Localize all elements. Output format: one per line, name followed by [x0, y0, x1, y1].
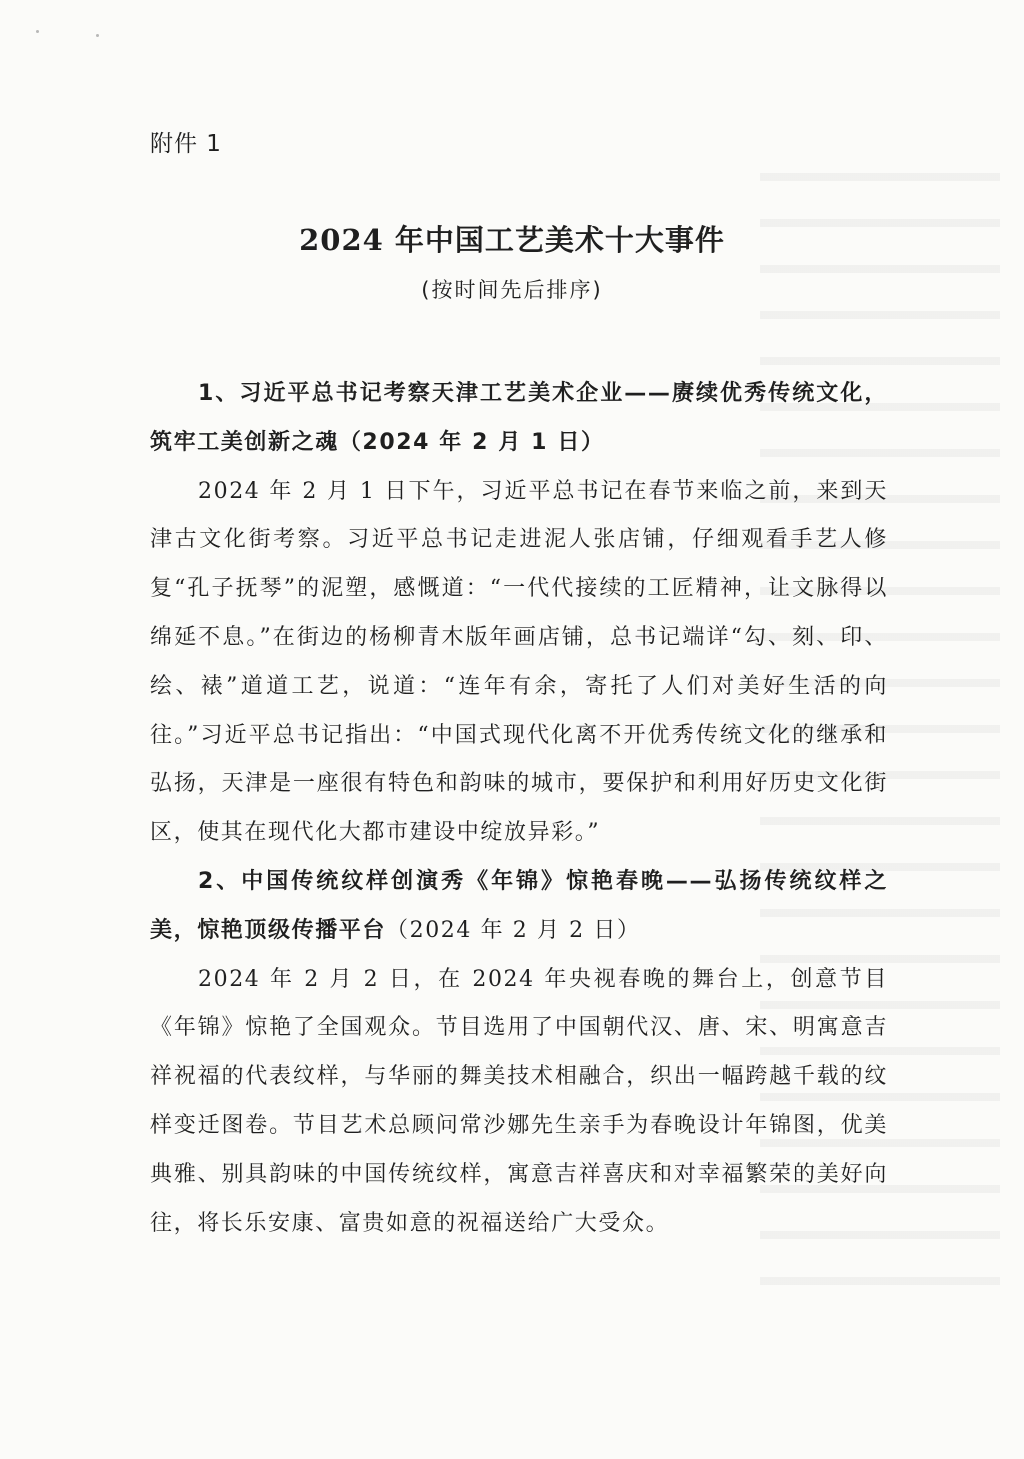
document-body [150, 370, 888, 1248]
event-date: （2024 年 2 月 1 日） [338, 429, 605, 455]
event-date: （2024 年 2 月 2 日） [386, 917, 641, 943]
scan-speck [36, 30, 39, 33]
scan-speck [96, 34, 99, 37]
event-heading [150, 370, 888, 468]
document-title: 2024 年中国工艺美术十大事件 [299, 223, 725, 257]
event-body-paragraph: 2024 年 2 月 1 日下午，习近平总书记在春节来临之前，来到天津古文化街考察。习近平总书记走进泥人张店铺，仔细观看手艺人修复“孔子抚琴”的泥塑，感慨道：“一代代接续的工匠精神，让文脉得以绵延不息。”在街边的杨柳青木版年画店铺，总书记端详“勾、刻、印、绘、裱”道道工艺，说道：“连年有余，寄托了人们对美好生活的向往。”习近平总书记指出：“中国式现代化离不开优秀传统文化的继承和弘扬，天津是一座很有特色和韵味的城市，要保护和利用好历史文化街区，使其在现代化大都市建设中绽放异彩。” [150, 478, 888, 846]
attachment-label: 附件 1 [150, 131, 222, 157]
event-heading-text: 2、中国传统纹样创演秀《年锦》惊艳春晚——弘扬传统纹样之美，惊艳顶级传播平台 [150, 868, 888, 943]
event-body-paragraph: 2024 年 2 月 2 日，在 2024 年央视春晚的舞台上，创意节目《年锦》惊艳了全国观众。节目选用了中国朝代汉、唐、宋、明寓意吉祥祝福的代表纹样，与华丽的舞美技术相融合，织出一幅跨越千载的纹样变迁图卷。节目艺术总顾问常沙娜先生亲手为春晚设计年锦图，优美典雅、别具韵味的中国传统纹样，寓意吉祥喜庆和对幸福繁荣的美好向往，将长乐安康、富贵如意的祝福送给广大受众。 [150, 966, 888, 1236]
document-subtitle: (按时间先后排序) [421, 278, 603, 302]
event-heading [150, 858, 888, 956]
event-heading-text: 1、习近平总书记考察天津工艺美术企业——赓续优秀传统文化，筑牢工美创新之魂 [150, 381, 888, 455]
